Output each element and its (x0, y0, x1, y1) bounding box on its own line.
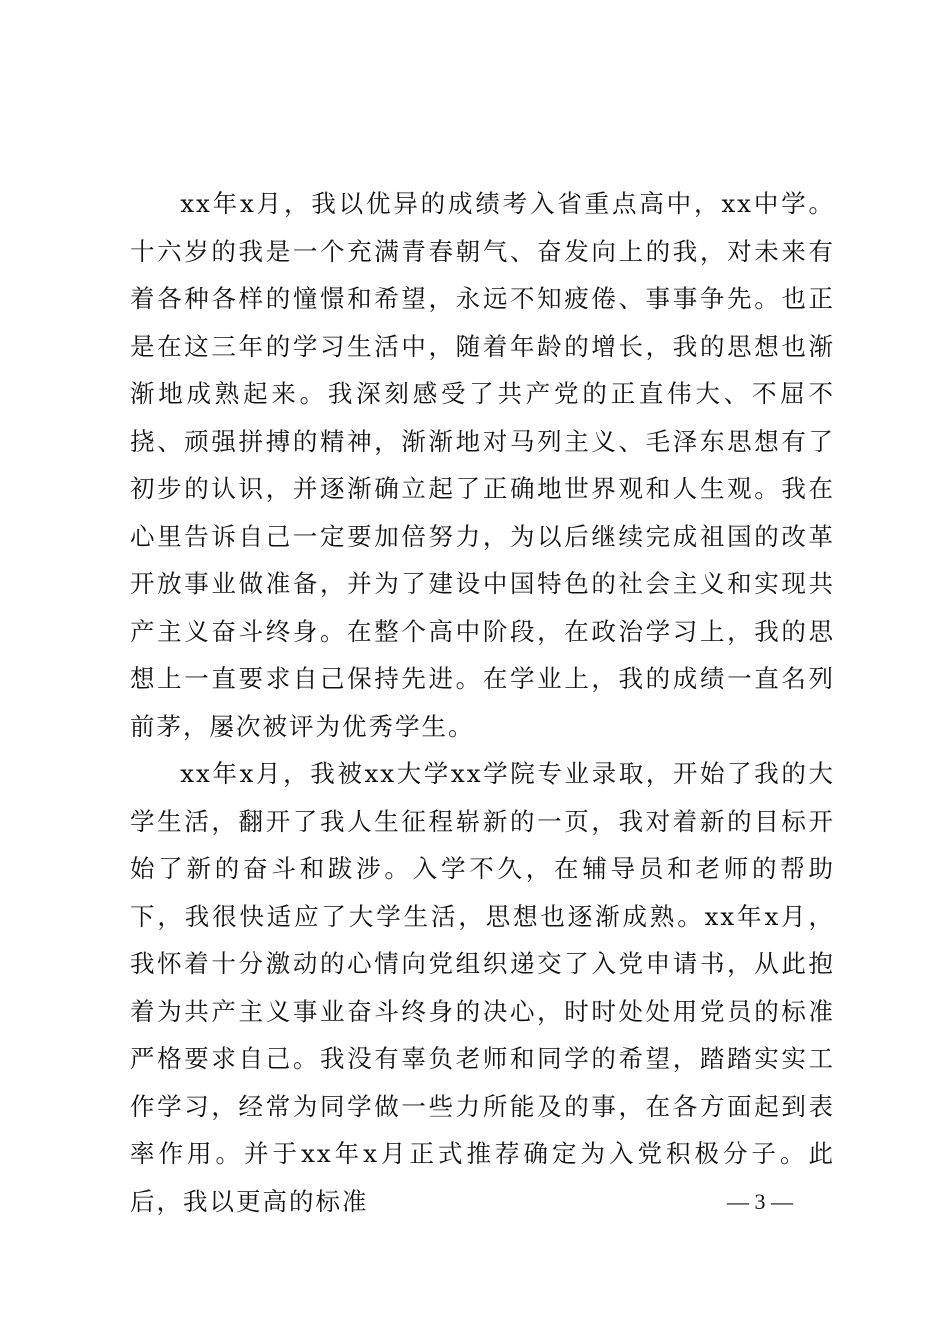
paragraph-university: xx年x月，我被xx大学xx学院专业录取，开始了我的大学生活，翻开了我人生征程崭新的一页，我对着新的目标开始了新的奋斗和跋涉。入学不久，在辅导员和老师的帮助下，我很快适应了大学生活，思想也逐渐成熟。xx年x月，我怀着十分激动的心情向党组织递交了入党申请书，从此抱着为共产主义事业奋斗终身的决心，时时处处用党员的标准严格要求自己。我没有辜负老师和同学的希望，踏踏实实工作学习，经常为同学做一些力所能及的事，在各方面起到表率作用。并于xx年x月正式推荐确定为入党积极分子。此后，我以更高的标准 (130, 759, 835, 1216)
page-number: — 3 — (727, 1189, 793, 1214)
paragraph-high-school: xx年x月，我以优异的成绩考入省重点高中，xx中学。十六岁的我是一个充满青春朝气、奋发向上的我，对未来有着各种各样的憧憬和希望，永远不知疲倦、事事争先。也正是在这三年的学习生活中，随着年龄的增长，我的思想也渐渐地成熟起来。我深刻感受了共产党的正直伟大、不屈不挠、顽强拼搏的精神，渐渐地对马列主义、毛泽东思想有了初步的认识，并逐渐确立起了正确地世界观和人生观。我在心里告诉自己一定要加倍努力，为以后继续完成祖国的改革开放事业做准备，并为了建设中国特色的社会主义和实现共产主义奋斗终身。在整个高中阶段，在政治学习上，我的思想上一直要求自己保持先进。在学业上，我的成绩一直名列前茅，屡次被评为优秀学生。 (130, 189, 835, 741)
document-body (130, 180, 835, 1225)
